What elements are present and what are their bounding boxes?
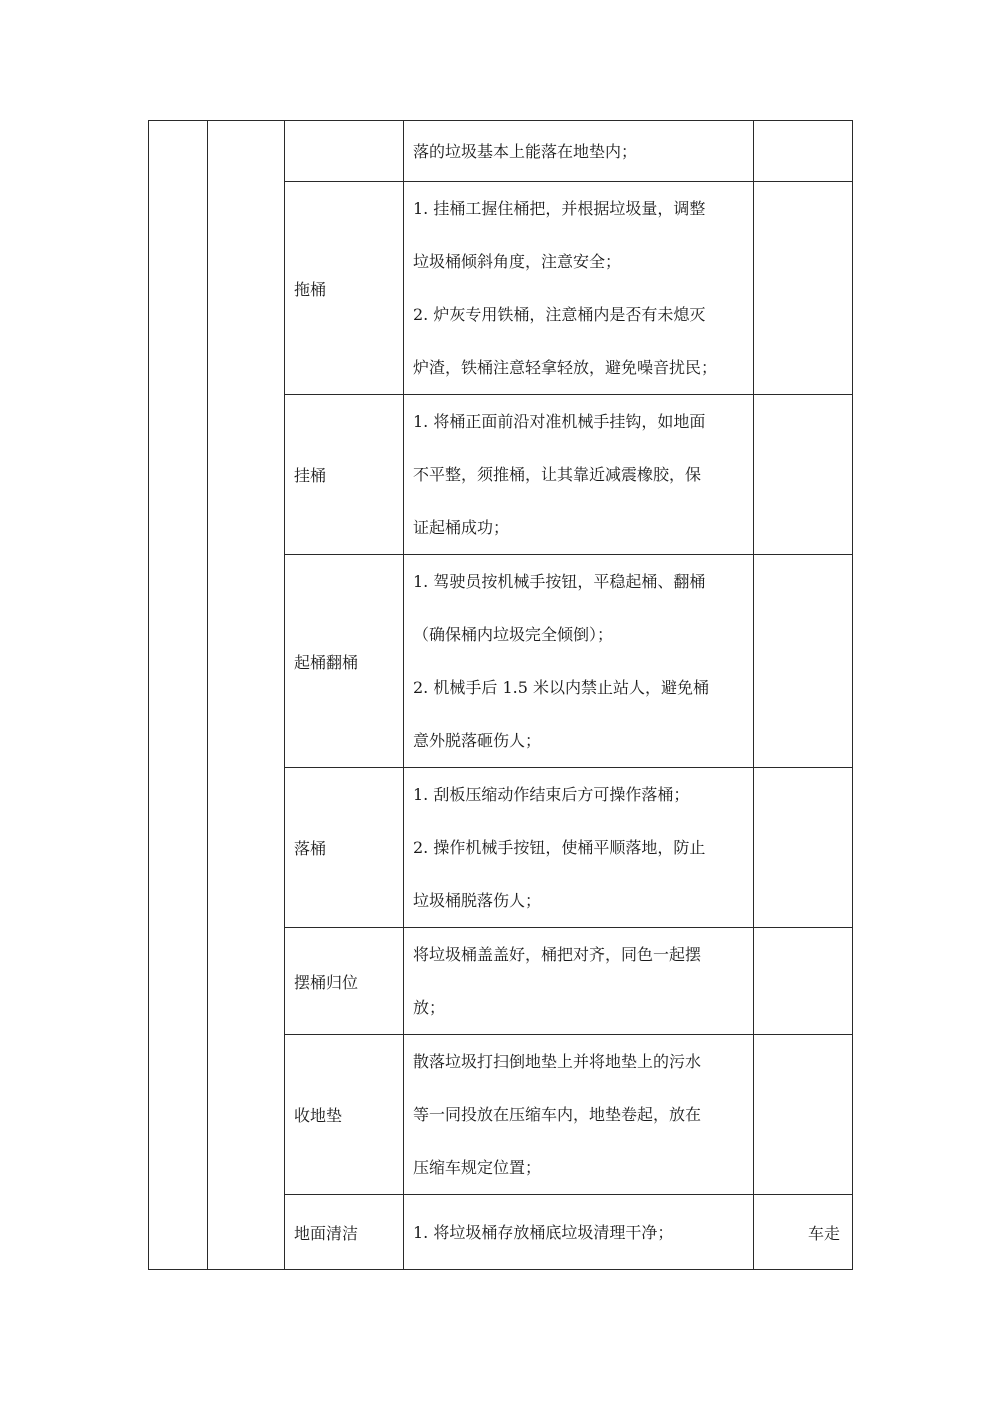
note-cell	[754, 555, 853, 768]
description-line: 1. 将桶正面前沿对准机械手挂钩，如地面	[413, 412, 706, 431]
description-line: 1. 挂桶工握住桶把，并根据垃圾量，调整	[413, 199, 706, 218]
description-line: 散落垃圾打扫倒地垫上并将地垫上的污水	[413, 1052, 702, 1071]
description-cell	[404, 395, 754, 555]
note-cell: 车走	[754, 1195, 853, 1270]
step-cell	[285, 121, 404, 182]
step-cell: 挂桶	[285, 395, 404, 555]
step-cell: 收地垫	[285, 1035, 404, 1195]
description-line: 落的垃圾基本上能落在地垫内；	[413, 141, 638, 161]
description-line: 1. 刮板压缩动作结束后方可操作落桶；	[413, 785, 690, 804]
description-cell	[404, 928, 754, 1035]
note-cell	[754, 928, 853, 1035]
description-line: 2. 炉灰专用铁桶，注意桶内是否有未熄灭	[413, 305, 706, 324]
description-line: 压缩车规定位置；	[413, 1158, 542, 1177]
description-cell	[404, 555, 754, 768]
note-cell	[754, 1035, 853, 1195]
description-line: 将垃圾桶盖盖好，桶把对齐，同色一起摆	[413, 945, 702, 964]
description-line: 炉渣，铁桶注意轻拿轻放，避免噪音扰民；	[413, 358, 718, 377]
step-cell: 起桶翻桶	[285, 555, 404, 768]
merged-column-2	[208, 121, 285, 1270]
description-line: （确保桶内垃圾完全倾倒）；	[413, 625, 614, 644]
description-line: 1. 将垃圾桶存放桶底垃圾清理干净；	[413, 1222, 674, 1242]
description-line: 2. 机械手后 1.5 米以内禁止站人，避免桶	[413, 678, 709, 697]
description-line: 等一同投放在压缩车内，地垫卷起，放在	[413, 1105, 702, 1124]
description-cell	[404, 1195, 754, 1270]
description-line: 放；	[413, 998, 446, 1017]
note-cell	[754, 121, 853, 182]
merged-column-1	[149, 121, 208, 1270]
step-cell: 摆桶归位	[285, 928, 404, 1035]
note-cell	[754, 182, 853, 395]
step-cell: 地面清洁	[285, 1195, 404, 1270]
description-line: 垃圾桶脱落伤人；	[413, 891, 542, 910]
procedure-table	[148, 120, 853, 1270]
description-line: 2. 操作机械手按钮，使桶平顺落地，防止	[413, 838, 706, 857]
description-line: 垃圾桶倾斜角度，注意安全；	[413, 252, 622, 271]
description-cell	[404, 121, 754, 182]
description-cell	[404, 182, 754, 395]
description-cell	[404, 768, 754, 928]
description-cell	[404, 1035, 754, 1195]
description-line: 意外脱落砸伤人；	[413, 731, 542, 750]
table-row	[149, 121, 853, 182]
step-cell: 拖桶	[285, 182, 404, 395]
note-cell	[754, 768, 853, 928]
description-line: 不平整，须推桶，让其靠近减震橡胶，保	[413, 465, 702, 484]
step-cell: 落桶	[285, 768, 404, 928]
note-cell	[754, 395, 853, 555]
description-line: 证起桶成功；	[413, 518, 510, 537]
description-line: 1. 驾驶员按机械手按钮，平稳起桶、翻桶	[413, 572, 706, 591]
